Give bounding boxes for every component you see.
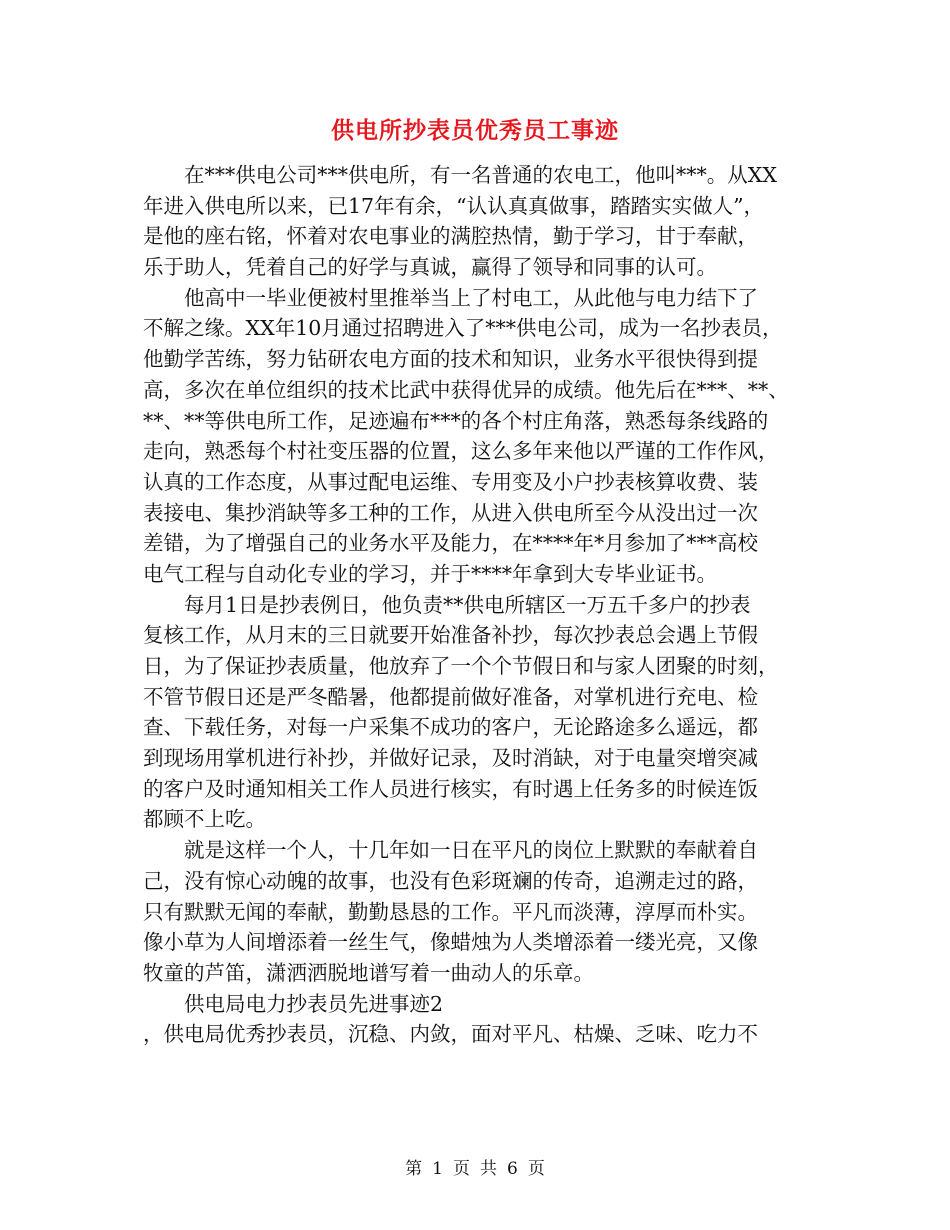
body-line: 乐于助人，凭着自己的好学与真诚，赢得了领导和同事的认可。 — [143, 255, 717, 280]
body-line: 都顾不上吃。 — [143, 807, 266, 832]
body-line: 在***供电公司***供电所，有一名普通的农电工，他叫***。从XX — [143, 163, 777, 187]
body-line: 他高中一毕业便被村里推举当上了村电工，从此他与电力结下了 — [143, 285, 758, 310]
document-body — [143, 160, 823, 1050]
footer-total-unit: 页 — [527, 1159, 545, 1179]
body-line: 是他的座右铭，怀着对农电事业的满腔热情，勤于学习，甘于奉献， — [143, 224, 758, 249]
body-line: 像小草为人间增添着一丝生气，像蜡烛为人类增添着一缕光亮，又像 — [143, 930, 758, 955]
footer-total-label: 共 — [480, 1159, 497, 1179]
body-line: 日，为了保证抄表质量，他放弃了一个个节假日和与家人团聚的时刻， — [143, 654, 779, 678]
body-line: 年进入供电所以来，已17年有余，“认认真真做事，踏踏实实做人”， — [143, 193, 765, 218]
body-line: 只有默默无闻的奉献，勤勤恳恳的工作。平凡而淡薄，淳厚而朴实。 — [143, 899, 758, 924]
footer-page-unit: 页 — [453, 1159, 470, 1179]
body-line: 认真的工作态度，从事过配电运维、专用变及小户抄表核算收费、装 — [143, 469, 758, 494]
footer-total-pages: 6 — [507, 1159, 518, 1179]
body-line: 到现场用掌机进行补抄，并做好记录，及时消缺，对于电量突增突减 — [143, 746, 758, 771]
body-line: 每月1日是抄表例日，他负责**供电所辖区一万五千多户的抄表 — [143, 592, 751, 617]
body-line: 高，多次在单位组织的技术比武中获得优异的成绩。他先后在***、**、 — [143, 377, 789, 402]
body-line: 电气工程与自动化专业的学习，并于****年拿到大专毕业证书。 — [143, 561, 717, 586]
body-line: 供电局电力抄表员先进事迹2 — [143, 991, 444, 1016]
body-line: 的客户及时通知相关工作人员进行核实，有时遇上任务多的时候连饭 — [143, 776, 758, 801]
body-line: 不管节假日还是严冬酷暑，他都提前做好准备，对掌机进行充电、检 — [143, 684, 758, 709]
body-line: 走向，熟悉每个村社变压器的位置，这么多年来他以严谨的工作作风， — [143, 439, 779, 464]
body-line: 查、下载任务，对每一户采集不成功的客户，无论路途多么遥远，都 — [143, 715, 758, 740]
footer-current-page: 1 — [432, 1159, 443, 1179]
body-line: 差错，为了增强自己的业务水平及能力，在****年*月参加了***高校 — [143, 531, 758, 556]
body-line: **、**等供电所工作，足迹遍布***的各个村庄角落，熟悉每条线路的 — [143, 408, 769, 433]
body-line: 不解之缘。XX年10月通过招聘进入了***供电公司，成为一名抄表员， — [143, 316, 783, 341]
page-footer — [0, 1154, 950, 1179]
body-line: ，供电局优秀抄表员，沉稳、内敛，面对平凡、枯燥、乏味、吃力不 — [143, 1022, 758, 1047]
body-line: 就是这样一个人，十几年如一日在平凡的岗位上默默的奉献着自 — [143, 838, 758, 863]
body-line: 表接电、集抄消缺等多工种的工作，从进入供电所至今从没出过一次 — [143, 500, 758, 525]
footer-page-label: 第 — [405, 1159, 423, 1179]
body-line: 己，没有惊心动魄的故事，也没有色彩斑斓的传奇，追溯走过的路， — [143, 868, 758, 893]
document-title: 供电所抄表员优秀员工事迹 — [331, 118, 619, 144]
body-line: 他勤学苦练，努力钻研农电方面的技术和知识，业务水平很快得到提 — [143, 347, 758, 372]
body-line: 复核工作，从月末的三日就要开始准备补抄，每次抄表总会遇上节假 — [143, 623, 758, 648]
body-line: 牧童的芦笛，潇洒洒脱地谱写着一曲动人的乐章。 — [143, 960, 594, 985]
